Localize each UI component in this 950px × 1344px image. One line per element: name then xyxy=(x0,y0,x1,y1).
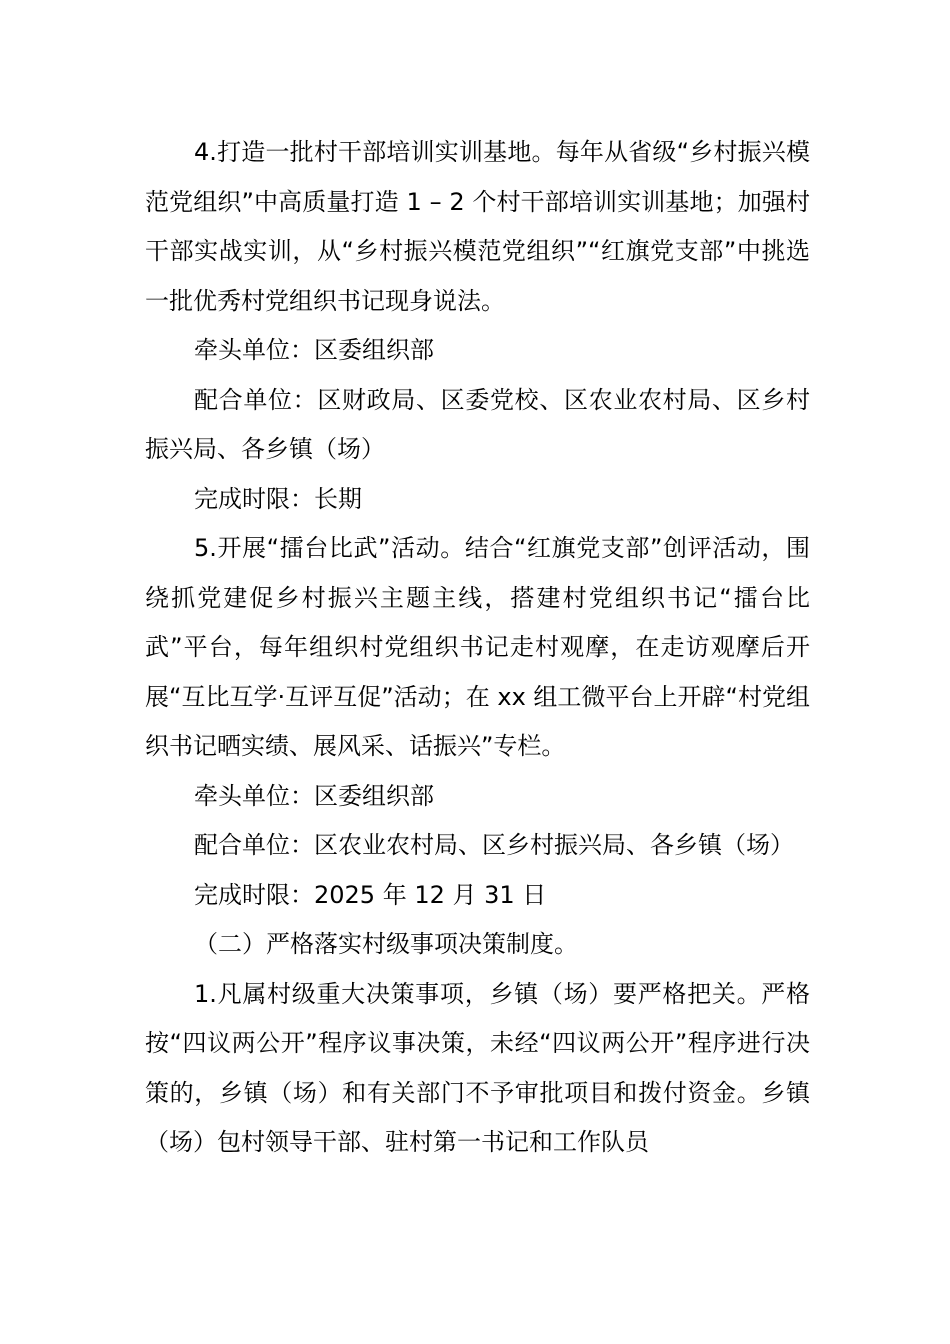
paragraph-deadline: 完成时限：2025 年 12 月 31 日 xyxy=(194,880,547,909)
paragraph-item-4-training-base: 4.打造一批村干部培训实训基地。每年从省级“乡村振兴模范党组织”中高质量打造 1 – 2 个村干部培训实训基地；加强村干部实战实训，从“乡村振兴模范党组织”“红旗党支部”中挑选一批优秀村党组织书记现身说法。 xyxy=(145,138,810,315)
paragraph-lead-unit: 牵头单位：区委组织部 xyxy=(194,336,434,364)
paragraph-item-1-major-decisions: 1.凡属村级重大决策事项，乡镇（场）要严格把关。严格按“四议两公开”程序议事决策，未经“四议两公开”程序进行决策的，乡镇（场）和有关部门不予审批项目和拨付资金。乡镇（场）包村领导干部、驻村第一书记和工作队员 xyxy=(145,979,810,1156)
paragraph-deadline: 完成时限：长期 xyxy=(194,484,362,513)
section-heading-decision-system: （二）严格落实村级事项决策制度。 xyxy=(194,930,578,958)
paragraph-lead-unit: 牵头单位：区委组织部 xyxy=(194,781,434,810)
document-body xyxy=(145,128,810,1168)
paragraph-cooperating-units: 配合单位：区农业农村局、区乡村振兴局、各乡镇（场） xyxy=(194,831,794,859)
paragraph-item-5-competition: 5.开展“擂台比武”活动。结合“红旗党支部”创评活动，围绕抓党建促乡村振兴主题主线，搭建村党组织书记“擂台比武”平台，每年组织村党组织书记走村观摩，在走访观摩后开展“互比互学·互评互促”活动；在 xx 组工微平台上开辟“村党组织书记晒实绩、展风采、话振兴”专栏。 xyxy=(145,534,810,760)
paragraph-cooperating-units: 配合单位：区财政局、区委党校、区农业农村局、区乡村振兴局、各乡镇（场） xyxy=(145,385,810,463)
